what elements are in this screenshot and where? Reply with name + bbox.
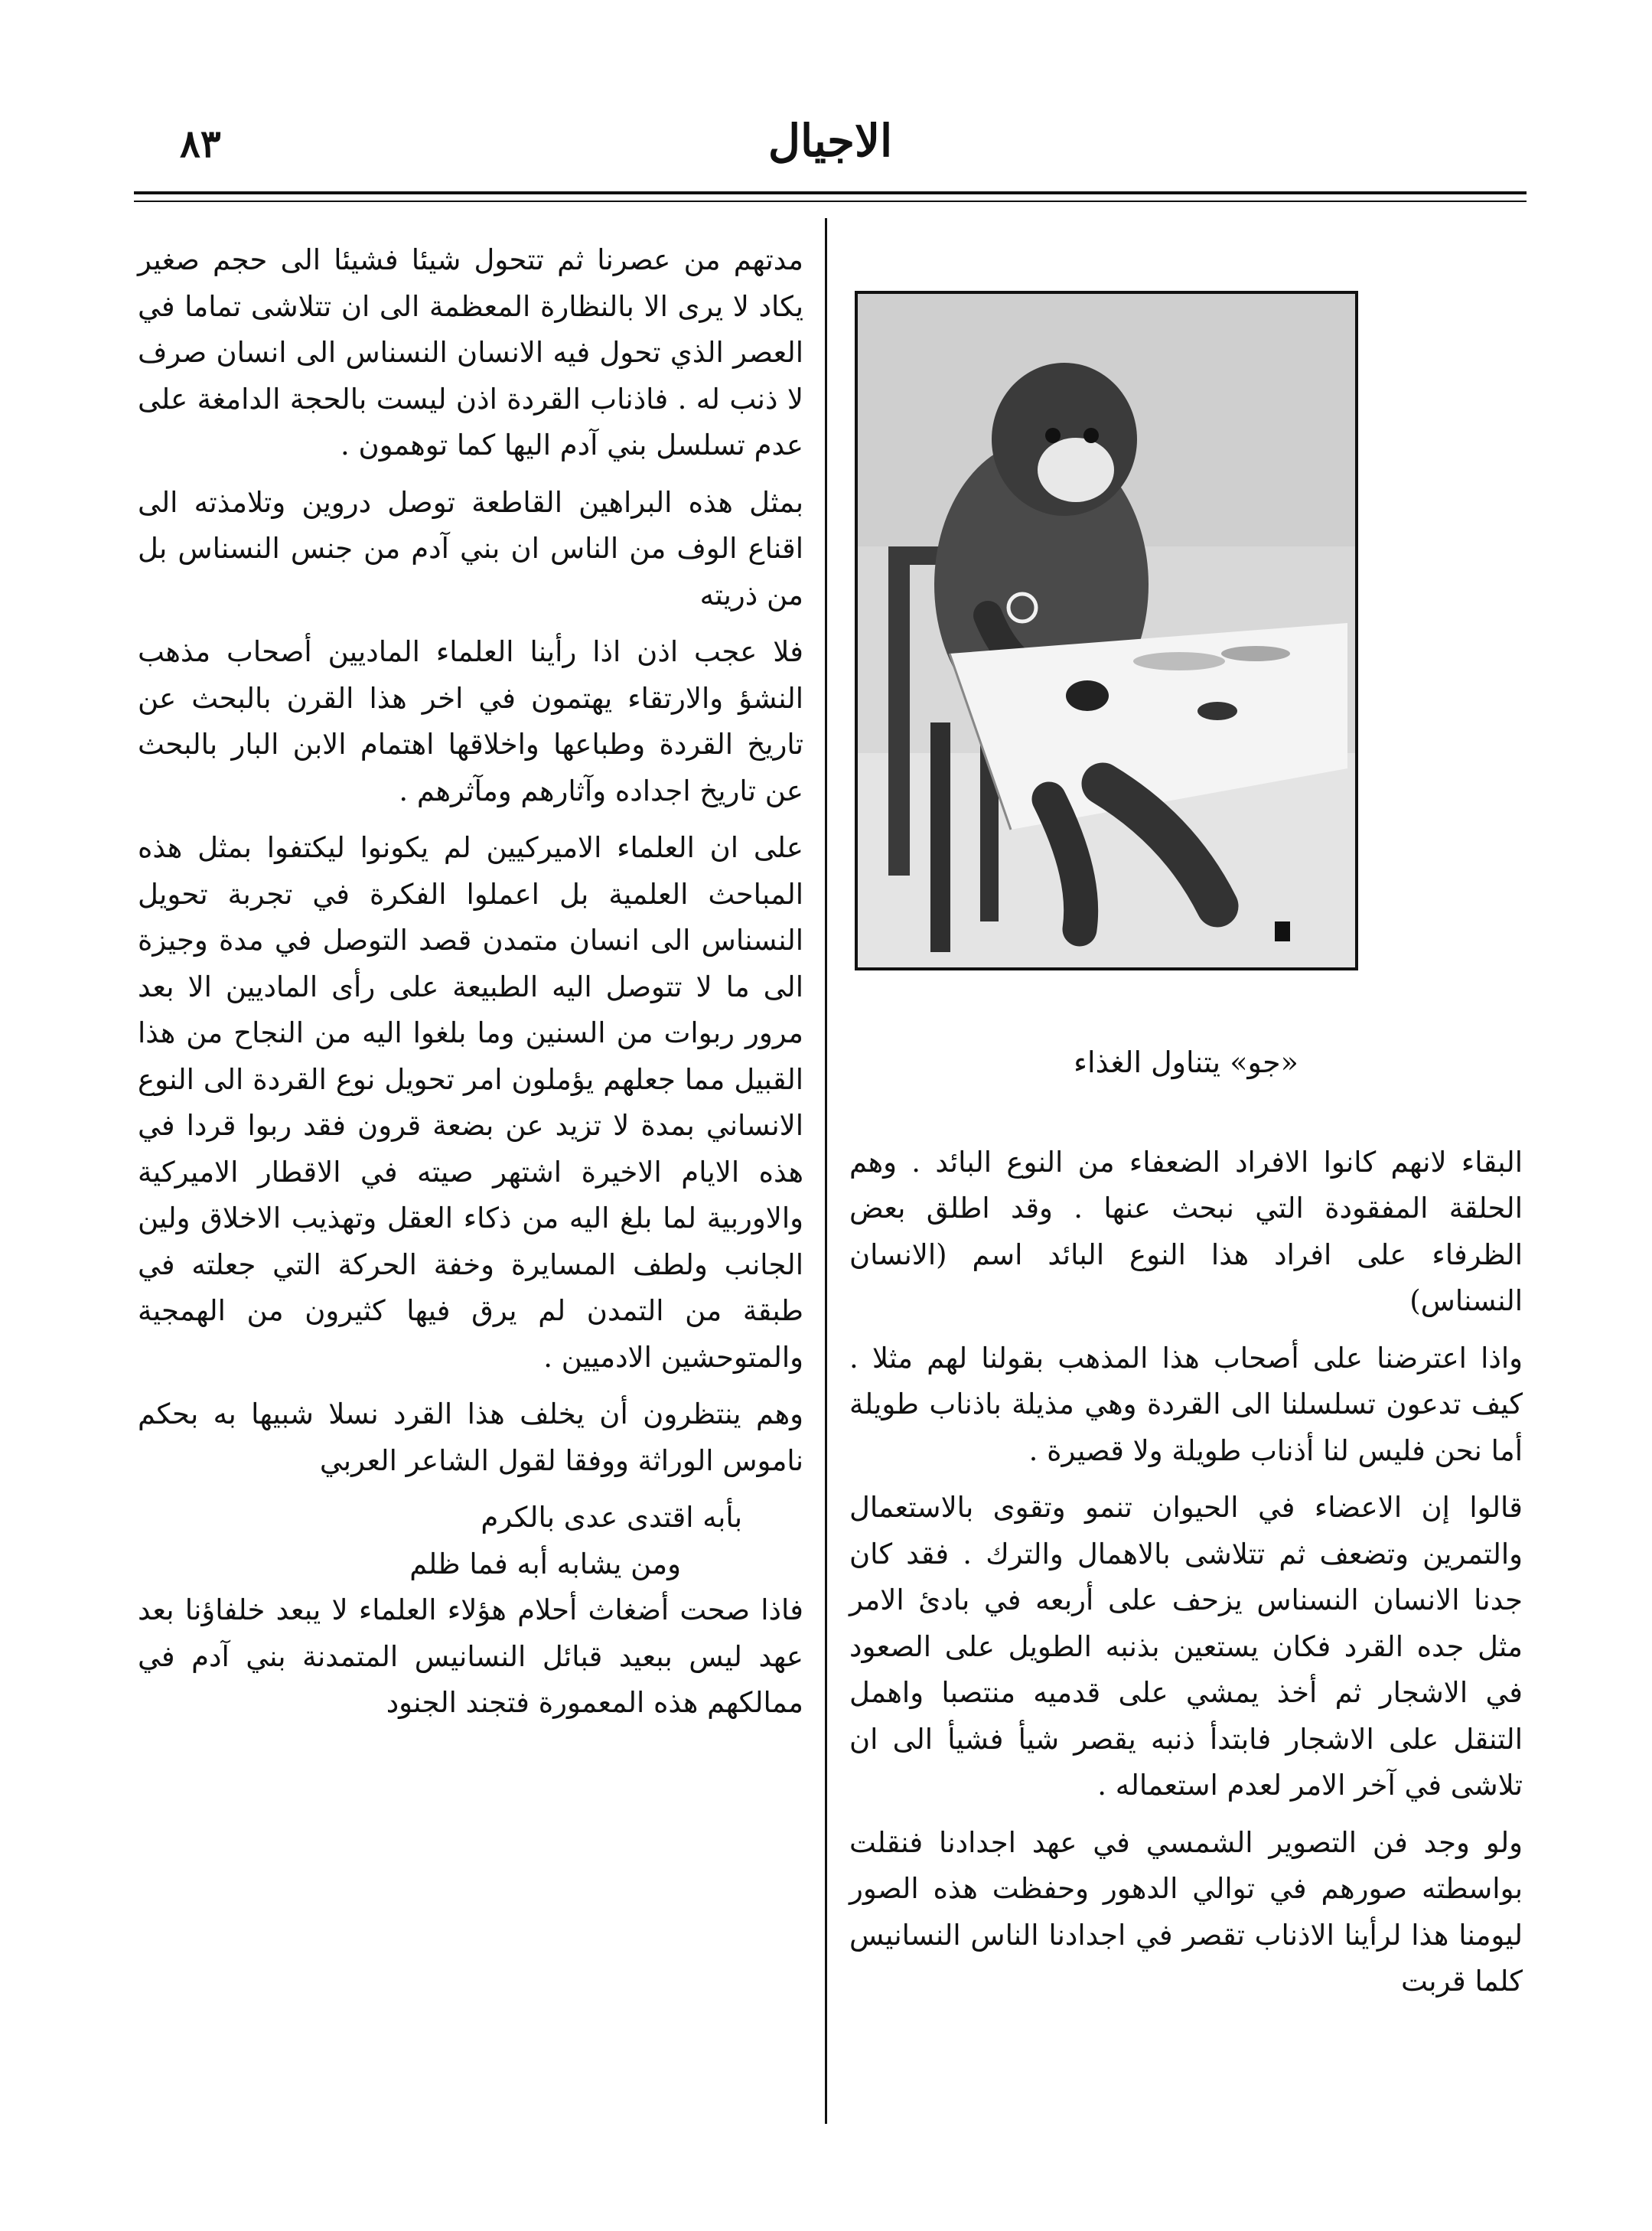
paragraph: على ان العلماء الاميركيين لم يكونوا ليكتفوا بمثل هذه المباحث العلمية بل اعملوا الفكرة في تجربة تحويل النسناس الى انسان متمدن قصد التوصل في مدة وجيزة الى ما لا تتوصل اليه الطبيعة على رأى الماديين الا بعد مرور ربوات من السنين وما بلغوا اليه من النجاح من هذا القبيل مما جعلهم يؤملون امر تحويل نوع القردة الى النوع الانساني بمدة لا تزيد عن بضعة قرون فقد ربوا قردا في هذه الايام الاخيرة اشتهر صيته في الاقطار الاميركية والاوربية لما بلغ اليه من ذكاء العقل وتهذيب الاخلاق ولين الجانب ولطف المسايرة وخفة الحركة التي جعلته في طبقة من التمدن لم يرق فيها كثيرون من الهمجية والمتوحشين الادميين . [138, 831, 803, 1374]
paragraph: فاذا صحت أضغاث أحلام هؤلاء العلماء لا يبعد خلفاؤنا بعد عهد ليس ببعيد قبائل النسانيس المتمدنة بني آدم في ممالكهم هذه المعمورة فتجند الجنود [138, 1593, 803, 1719]
paragraph: البقاء لانهم كانوا الافراد الضعفاء من النوع البائد . وهم الحلقة المفقودة التي نبحث عنها . وقد اطلق بعض الظرفاء على افراد هذا النوع البائد اسم (الانسان النسناس) [849, 1145, 1523, 1317]
paragraph: مدتهم من عصرنا ثم تتحول شيئا فشيئا الى حجم صغير يكاد لا يرى الا بالنظارة المعظمة الى ان تتلاشى تماما في العصر الذي تحول فيه الانسان النسناس الى انسان صرف لا ذنب له . فاذناب القردة اذن ليست بالحجة الدامغة على عدم تسلسل بني آدم اليها كما توهمون . [138, 243, 803, 462]
right-column [849, 237, 1523, 2016]
figure-caption: «جو» يتناول الغذاء [1074, 1045, 1298, 1079]
journal-title: الاجيال [767, 115, 893, 167]
verse-line: بأبه اقتدى عدى بالكرم [481, 1501, 742, 1534]
paragraph: ولو وجد فن التصوير الشمسي في عهد اجدادنا فنقلت بواسطته صورهم في توالي الدهور وحفظت هذه الصور ليومنا هذا لرأينا الاذناب تقصر في اجدادنا الناس النسانيس كلما قربت [849, 1825, 1523, 1998]
left-column [138, 237, 803, 1737]
header-rule-thin [134, 201, 1527, 202]
verse-line: ومن يشابه أبه فما ظلم [409, 1547, 681, 1580]
column-divider [825, 218, 827, 2124]
header-rule [134, 191, 1527, 194]
paragraph: فلا عجب اذن اذا رأينا العلماء الماديين أصحاب مذهب النشؤ والارتقاء يهتمون في اخر هذا القرن بالبحث عن تاريخ القردة وطباعها واخلاقها اهتمام الابن البار بالبحث عن تاريخ اجداده وآثارهم ومآثرهم . [138, 635, 803, 807]
paragraph: وهم ينتظرون أن يخلف هذا القرد نسلا شبيها به بحكم ناموس الوراثة ووفقا لقول الشاعر العربي [138, 1398, 803, 1477]
paragraph: واذا اعترضنا على أصحاب هذا المذهب بقولنا لهم مثلا . كيف تدعون تسلسلنا الى القردة وهي مذيلة باذناب طويلة أما نحن فليس لنا أذناب طويلة ولا قصيرة . [849, 1341, 1523, 1467]
page-header [134, 115, 1527, 191]
monkey-eating-illustration [855, 291, 1358, 970]
illustration-drawing [858, 294, 1355, 967]
paragraph: قالوا إن الاعضاء في الحيوان تنمو وتقوى بالاستعمال والتمرين وتضعف ثم تتلاشى بالاهمال والترك . فقد كان جدنا الانسان النسناس يزحف على أربعه في بادئ الامر مثل جده القرد فكان يستعين بذنبه الطويل على الصعود في الاشجار ثم أخذ يمشي على قدميه منتصبا واهمل التنقل على الاشجار فابتدأ ذنبه يقصر شيأ فشيأ الى ان تلاشى في آخر الامر لعدم استعماله . [849, 1491, 1523, 1802]
page-number: ٨٣ [180, 121, 221, 166]
paragraph: بمثل هذه البراهين القاطعة توصل دروين وتلامذته الى اقناع الوف من الناس ان بني آدم من جنس النسناس بل من ذريته [138, 485, 803, 612]
